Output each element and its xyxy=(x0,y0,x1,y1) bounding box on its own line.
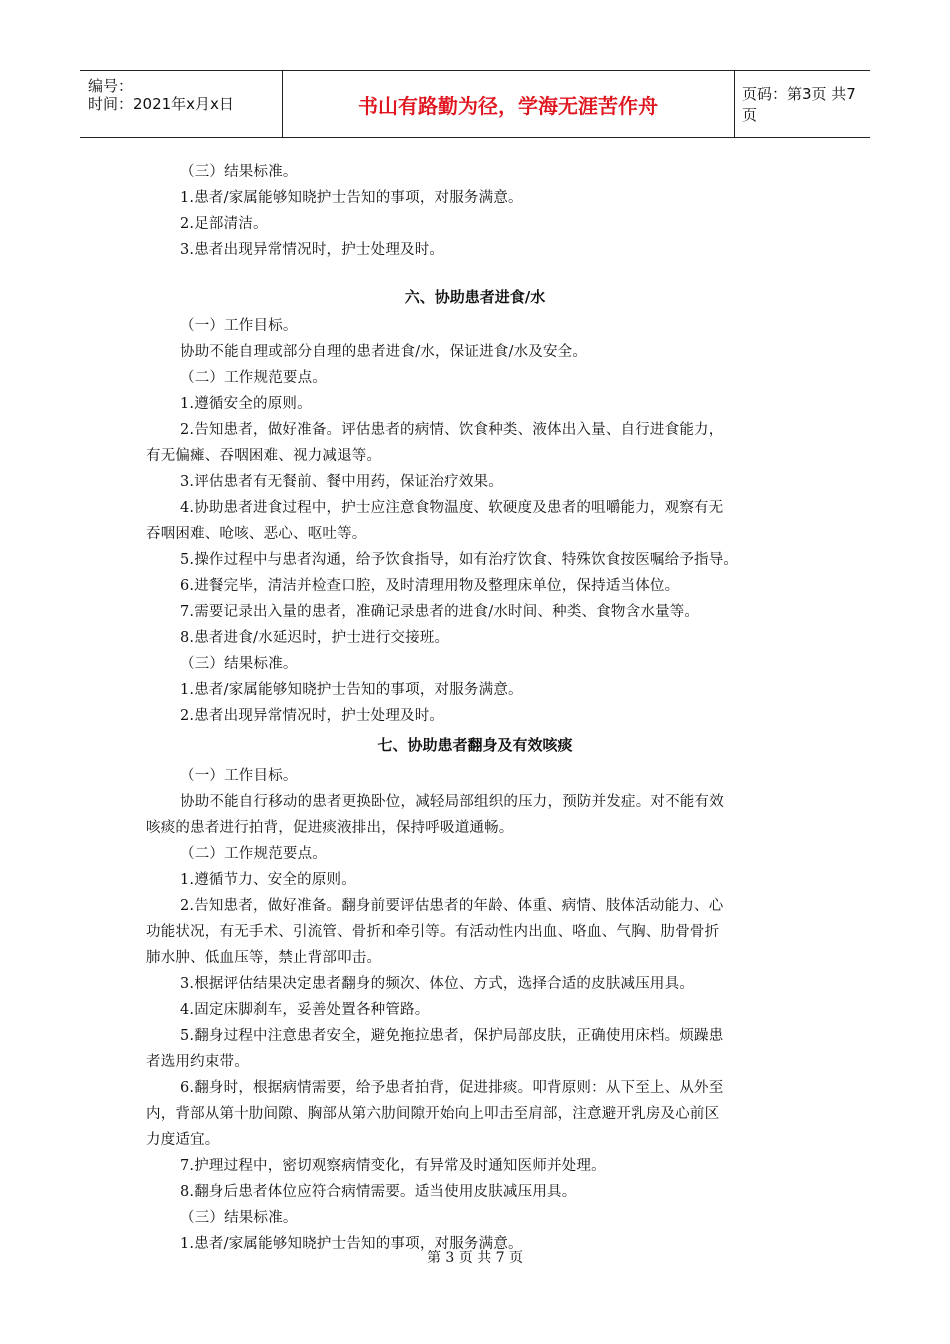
body-line: 2.足部清洁。 xyxy=(180,216,268,232)
body-line: 2.告知患者，做好准备。翻身前要评估患者的年龄、体重、病情、肢体活动能力、心 xyxy=(180,898,724,914)
body-line: 功能状况，有无手术、引流管、骨折和牵引等。有活动性内出血、咯血、气胸、肋骨骨折 xyxy=(146,924,720,940)
body-line: 1.患者/家属能够知晓护士告知的事项，对服务满意。 xyxy=(180,190,523,206)
body-line: 2.告知患者，做好准备。评估患者的病情、饮食种类、液体出入量、自行进食能力， xyxy=(180,422,724,438)
body-line: 力度适宜。 xyxy=(146,1132,220,1148)
body-line: 3.评估患者有无餐前、餐中用药，保证治疗效果。 xyxy=(180,474,503,490)
body-line: 6.翻身时，根据病情需要，给予患者拍背，促进排痰。叩背原则：从下至上、从外至 xyxy=(180,1080,724,1096)
body-line: 1.遵循安全的原则。 xyxy=(180,396,312,412)
body-line: 协助不能自行移动的患者更换卧位，减轻局部组织的压力，预防并发症。对不能有效 xyxy=(180,794,724,810)
body-line: 内，背部从第十肋间隙、胸部从第六肋间隙开始向上叩击至肩部，注意避开乳房及心前区 xyxy=(146,1106,720,1122)
section-heading-7: 七、协助患者翻身及有效咳痰 xyxy=(377,736,573,754)
body-line: 肺水肿、低血压等，禁止背部叩击。 xyxy=(146,950,382,966)
page-footer: 第 3 页 共 7 页 xyxy=(426,1250,524,1266)
body-line: （三）结果标准。 xyxy=(180,164,298,180)
section-heading-6: 六、协助患者进食/水 xyxy=(404,288,546,306)
body-line: 有无偏瘫、吞咽困难、视力减退等。 xyxy=(146,448,382,464)
body-line: 3.患者出现异常情况时，护士处理及时。 xyxy=(180,242,445,258)
body-line: （三）结果标准。 xyxy=(180,656,298,672)
body-line: 1.患者/家属能够知晓护士告知的事项，对服务满意。 xyxy=(180,1236,523,1252)
body-line: 3.根据评估结果决定患者翻身的频次、体位、方式，选择合适的皮肤减压用具。 xyxy=(180,976,695,992)
body-line: 协助不能自理或部分自理的患者进食/水，保证进食/水及安全。 xyxy=(180,344,588,360)
body-line: 吞咽困难、呛咳、恶心、呕吐等。 xyxy=(146,526,367,542)
document-number-label: 编号： xyxy=(88,77,134,95)
body-line: 6.进餐完毕，清洁并检查口腔，及时清理用物及整理床单位，保持适当体位。 xyxy=(180,578,680,594)
body-line: （一）工作目标。 xyxy=(180,318,298,334)
body-line: 7.需要记录出入量的患者，准确记录患者的进食/水时间、种类、食物含水量等。 xyxy=(180,604,700,620)
body-line: 5.翻身过程中注意患者安全，避免拖拉患者，保护局部皮肤，正确使用床档。烦躁患 xyxy=(180,1028,724,1044)
page-header xyxy=(80,70,870,138)
header-motto: 书山有路勤为径，学海无涯苦作舟 xyxy=(282,71,735,137)
body-line: （一）工作目标。 xyxy=(180,768,298,784)
body-line: 1.患者/家属能够知晓护士告知的事项，对服务满意。 xyxy=(180,682,523,698)
body-line: 4.协助患者进食过程中，护士应注意食物温度、软硬度及患者的咀嚼能力，观察有无 xyxy=(180,500,724,516)
date-label: 时间：2021年x月x日 xyxy=(88,95,234,113)
body-line: （二）工作规范要点。 xyxy=(180,846,327,862)
body-line: 2.患者出现异常情况时，护士处理及时。 xyxy=(180,708,445,724)
body-line: 4.固定床脚刹车，妥善处置各种管路。 xyxy=(180,1002,430,1018)
body-line: （三）结果标准。 xyxy=(180,1210,298,1226)
body-line: 1.遵循节力、安全的原则。 xyxy=(180,872,356,888)
header-page-number: 页码：第3页 共7页 xyxy=(742,85,856,124)
body-line: 者选用约束带。 xyxy=(146,1054,249,1070)
body-line: 咳痰的患者进行拍背，促进痰液排出，保持呼吸道通畅。 xyxy=(146,820,514,836)
header-info xyxy=(80,71,283,137)
body-line: （二）工作规范要点。 xyxy=(180,370,327,386)
body-line: 5.操作过程中与患者沟通，给予饮食指导，如有治疗饮食、特殊饮食按医嘱给予指导。 xyxy=(180,552,739,568)
body-line: 8.患者进食/水延迟时，护士进行交接班。 xyxy=(180,630,450,646)
body-line: 7.护理过程中，密切观察病情变化，有异常及时通知医师并处理。 xyxy=(180,1158,606,1174)
body-line: 8.翻身后患者体位应符合病情需要。适当使用皮肤减压用具。 xyxy=(180,1184,577,1200)
